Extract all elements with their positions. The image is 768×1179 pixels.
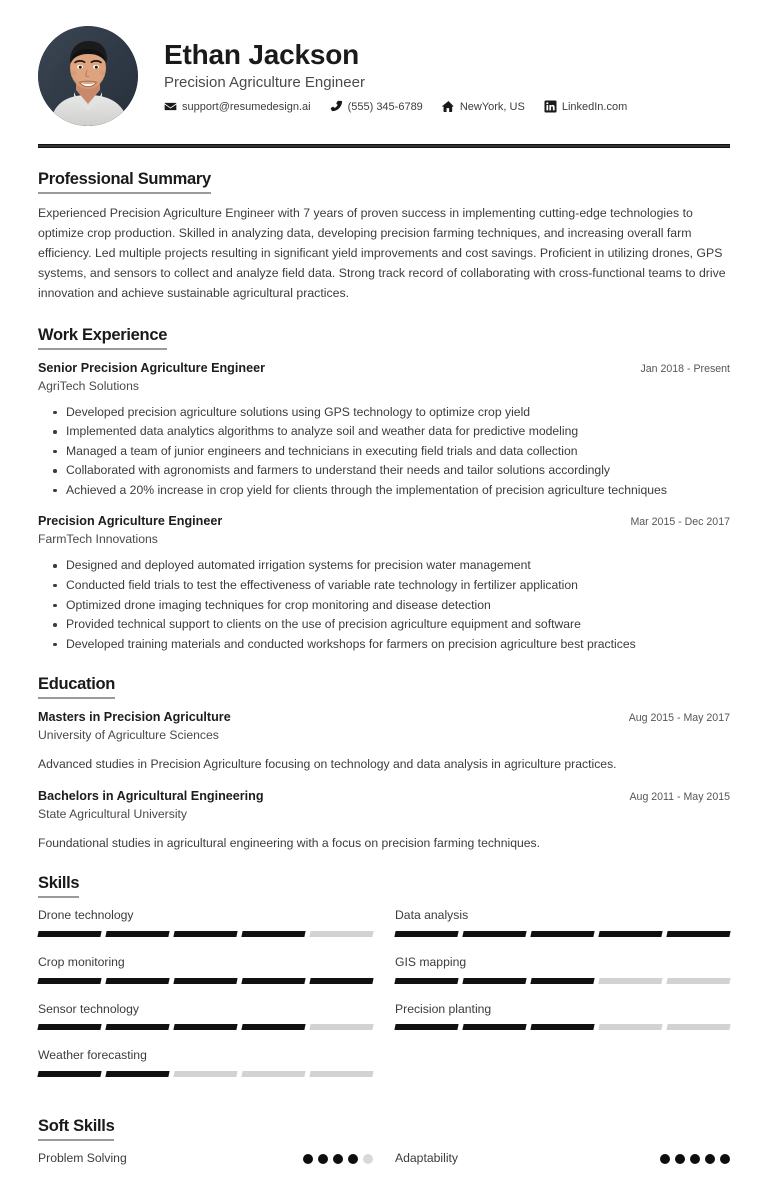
skill-level-bar [395,1024,730,1030]
skill-level-bar [38,1071,373,1077]
skill-bar-segment [309,978,373,984]
work-entry-head [38,513,730,530]
skill-bar-segment [530,1024,594,1030]
skill-bar-segment [530,978,594,984]
work-bullet: Managed a team of junior engineers and technicians in executing field trials and data collection [66,442,730,461]
skill-bar-segment [530,931,594,937]
education-date: Aug 2015 - May 2017 [628,712,730,725]
education-date: Aug 2011 - May 2015 [629,790,730,803]
section-professional-summary [38,170,730,304]
rating-dot [363,1154,373,1164]
skill-name: Weather forecasting [38,1048,147,1063]
work-date: Mar 2015 - Dec 2017 [630,516,730,529]
work-org: AgriTech Solutions [38,378,139,393]
header-text-block [164,39,730,114]
rating-dot [705,1154,715,1164]
skill-name: Sensor technology [38,1001,139,1016]
section-heading-soft-skills: Soft Skills [38,1117,114,1141]
skill-name: Precision planting [395,1001,492,1016]
soft-skill-name: Problem Solving [38,1151,127,1166]
skill-bar-segment [462,978,526,984]
header-divider [38,144,730,148]
skill-bar-segment [394,931,458,937]
soft-skill-item [395,1151,730,1167]
contact-linkedin[interactable] [544,100,627,113]
skill-item [38,1002,373,1031]
rating-dot [333,1154,343,1164]
contact-phone-text: (555) 345-6789 [347,100,423,113]
work-bullet: Achieved a 20% increase in crop yield for clients through the implementation of precision agriculture techniques [66,481,730,500]
skill-bar-segment [105,1071,169,1077]
skill-bar-segment [241,931,305,937]
skill-bar-segment [666,978,730,984]
education-degree: Bachelors in Agricultural Engineering [38,788,264,803]
skill-item [395,1002,730,1031]
resume-body [0,170,768,1179]
skill-bar-segment [37,1071,101,1077]
skills-grid [38,908,730,1095]
work-bullet: Developed training materials and conducted workshops for farmers on precision agriculture best practices [66,635,730,654]
rating-dot [348,1154,358,1164]
education-degree: Masters in Precision Agriculture [38,710,231,725]
education-entry [38,709,730,773]
rating-dot [675,1154,685,1164]
rating-dot [690,1154,700,1164]
work-entry [38,360,730,500]
work-entry-head [38,360,730,377]
education-entry [38,788,730,852]
skill-item [38,1048,373,1077]
skill-name: Crop monitoring [38,954,125,969]
contact-location[interactable] [442,100,525,113]
contact-location-text: NewYork, US [459,100,525,113]
contact-phone[interactable] [330,100,423,113]
work-role: Precision Agriculture Engineer [38,514,223,529]
section-heading-skills: Skills [38,874,79,898]
skill-bar-segment [394,1024,458,1030]
soft-skill-name: Adaptability [395,1151,459,1166]
section-skills [38,874,730,1095]
skill-bar-segment [173,1071,237,1077]
education-school: State Agricultural University [38,806,188,821]
education-entry-head [38,709,730,726]
home-icon [442,100,455,113]
contact-email-text: support@resumedesign.ai [182,100,311,113]
skill-name: GIS mapping [395,954,467,969]
contact-email[interactable] [164,100,311,113]
skill-bar-segment [598,978,662,984]
section-education [38,675,730,852]
skill-item [395,955,730,984]
work-bullets [38,556,730,653]
section-heading-education: Education [38,675,115,699]
work-date: Jan 2018 - Present [640,362,730,375]
work-bullet: Developed precision agriculture solutions using GPS technology to optimize crop yield [66,403,730,422]
skill-bar-segment [309,1071,373,1077]
skill-bar-segment [173,1024,237,1030]
avatar [38,26,138,126]
rating-dot [720,1154,730,1164]
resume-header [0,0,768,126]
skill-level-bar [38,1024,373,1030]
work-bullet: Collaborated with agronomists and farmers to understand their needs and tailor solutions accordingly [66,461,730,480]
skill-bar-segment [37,978,101,984]
work-bullet: Designed and deployed automated irrigation systems for precision water management [66,556,730,575]
skill-bar-segment [105,931,169,937]
contact-linkedin-text: LinkedIn.com [561,100,628,113]
skill-level-bar [395,931,730,937]
contact-row [164,100,730,113]
skill-bar-segment [462,1024,526,1030]
education-description: Advanced studies in Precision Agriculture focusing on technology and data analysis in agriculture practices. [38,757,617,772]
phone-icon [330,100,343,113]
skill-bar-segment [37,1024,101,1030]
skill-bar-segment [394,978,458,984]
rating-dot [660,1154,670,1164]
skill-bar-segment [598,1024,662,1030]
email-icon [164,100,177,113]
skill-name: Drone technology [38,907,134,922]
work-bullet: Provided technical support to clients on the use of precision agriculture equipment and software [66,615,730,634]
soft-skill-item [38,1151,373,1167]
work-role: Senior Precision Agriculture Engineer [38,360,265,375]
skill-level-bar [38,978,373,984]
skill-level-bar [395,978,730,984]
soft-skills-grid [38,1151,730,1179]
work-bullet: Implemented data analytics algorithms to analyze soil and weather data for predictive modeling [66,422,730,441]
skill-bar-segment [105,978,169,984]
skill-bar-segment [105,1024,169,1030]
section-work-experience [38,326,730,654]
soft-skill-rating-dots [303,1154,373,1164]
page-title: Ethan Jackson [164,38,360,70]
rating-dot [303,1154,313,1164]
skill-bar-segment [241,1071,305,1077]
work-bullet: Conducted field trials to test the effectiveness of variable rate technology in fertilizer application [66,576,730,595]
skill-bar-segment [173,931,237,937]
work-entry [38,513,730,653]
summary-text: Experienced Precision Agriculture Engineer with 7 years of proven success in implementing cutting-edge technologies to optimize crop production. Skilled in analyzing data, developing precision farming techniques, and increasing overall farm efficiency. Led multiple projects resulting in significant yield improvements and cost savings. Proficient in utilizing drones, GPS systems, and sensors to collect and analyze field data. Strong track record of collaborating with cross-functional teams to drive innovation and achieve sustainable agricultural practices. [38,206,726,300]
section-heading-summary: Professional Summary [38,170,211,194]
skill-bar-segment [598,931,662,937]
skill-name: Data analysis [395,907,469,922]
skill-bar-segment [241,978,305,984]
job-title: Precision Agriculture Engineer [164,73,365,91]
work-bullet: Optimized drone imaging techniques for crop monitoring and disease detection [66,596,730,615]
work-bullets [38,403,730,500]
education-entry-head [38,788,730,805]
skill-level-bar [38,931,373,937]
education-school: University of Agriculture Sciences [38,728,219,743]
skills-column-right [395,908,730,1049]
skill-bar-segment [462,931,526,937]
skill-item [38,908,373,937]
skill-bar-segment [666,931,730,937]
section-heading-work: Work Experience [38,326,167,350]
skill-bar-segment [309,931,373,937]
skill-bar-segment [666,1024,730,1030]
skill-bar-segment [173,978,237,984]
skills-column-left [38,908,373,1095]
skill-item [395,908,730,937]
section-soft-skills [38,1117,730,1179]
skill-bar-segment [309,1024,373,1030]
skill-bar-segment [241,1024,305,1030]
soft-skill-rating-dots [660,1154,730,1164]
skill-bar-segment [37,931,101,937]
linkedin-icon [544,100,557,113]
rating-dot [318,1154,328,1164]
education-description: Foundational studies in agricultural engineering with a focus on precision farming techniques. [38,835,541,850]
work-org: FarmTech Innovations [38,532,158,547]
skill-item [38,955,373,984]
